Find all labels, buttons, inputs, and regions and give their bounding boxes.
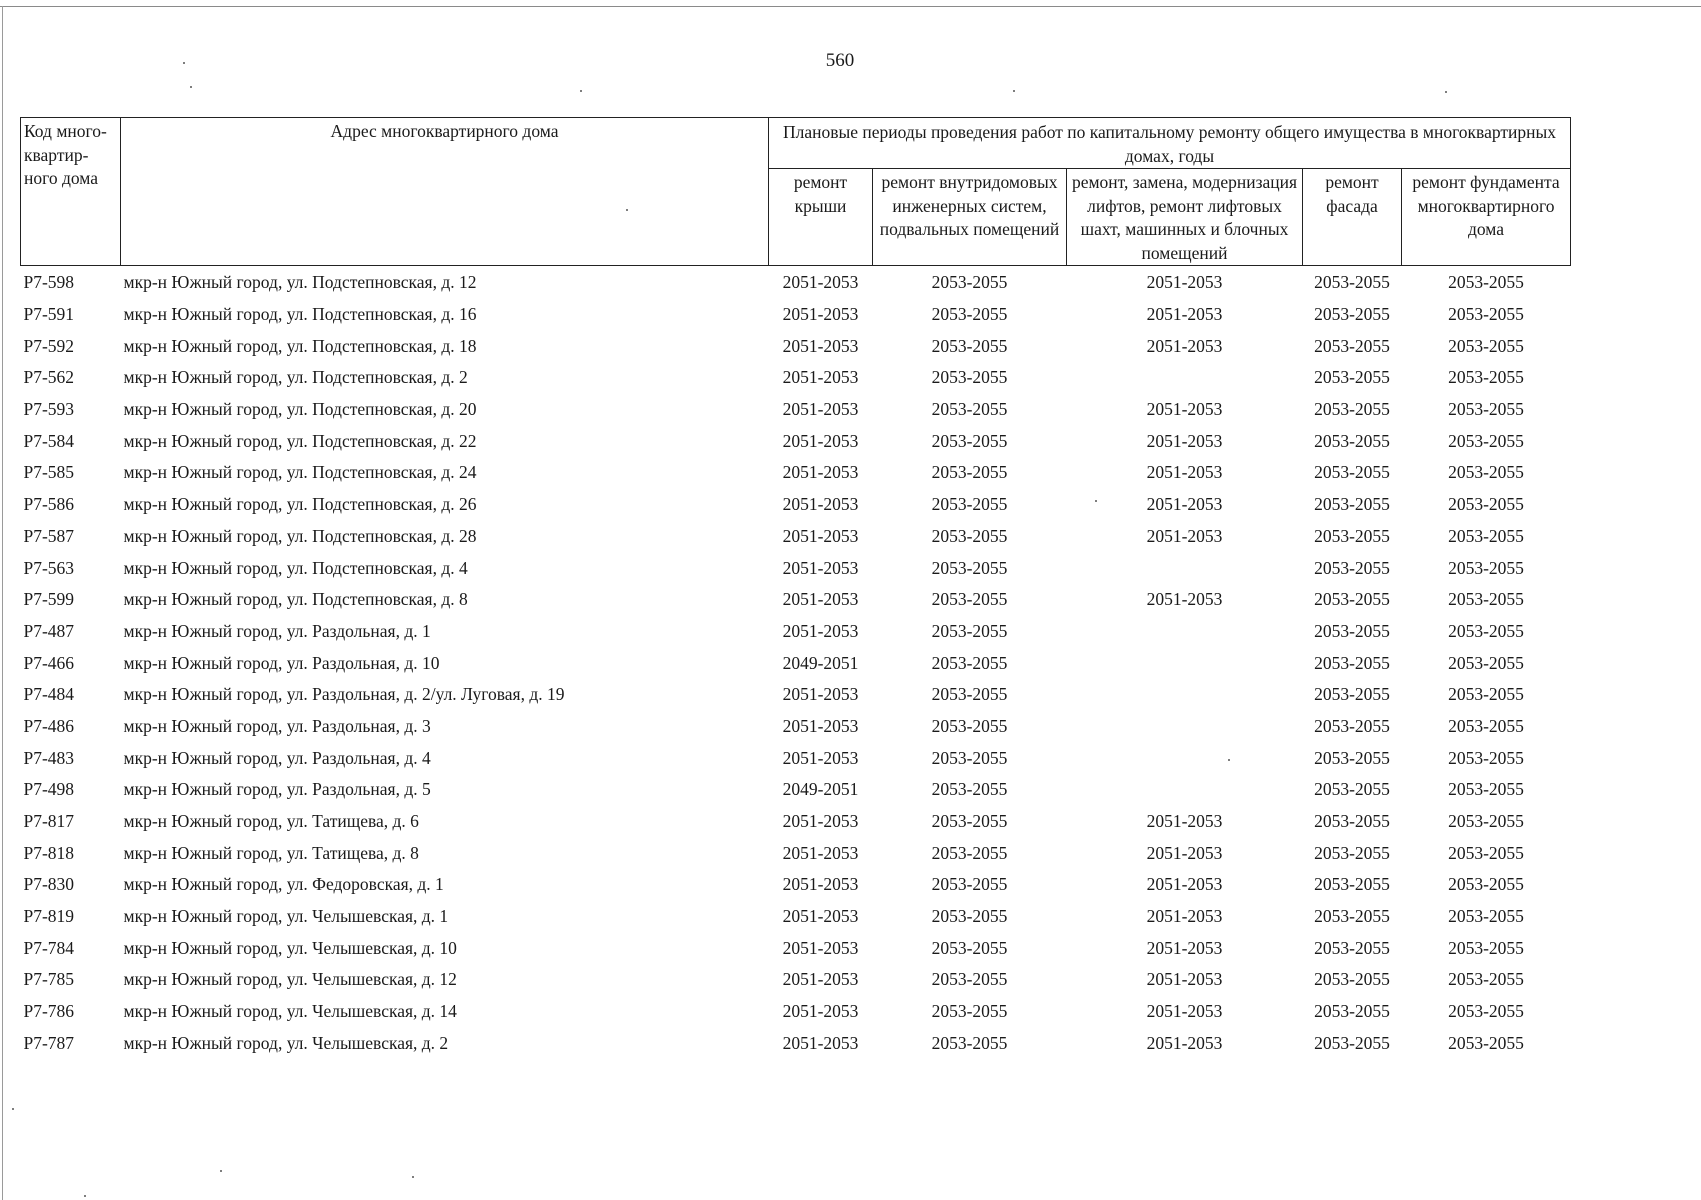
cell-address: мкр-н Южный город, ул. Челышевская, д. 1 [123, 906, 449, 927]
cell-code: Р7-585 [23, 462, 75, 483]
cell-facade: 2053-2055 [1314, 811, 1390, 832]
cell-code: Р7-817 [23, 811, 75, 832]
table-body [21, 266, 1571, 1060]
cell-code: Р7-786 [23, 1001, 75, 1022]
cell-roof: 2051-2053 [782, 462, 859, 483]
cell-facade: 2053-2055 [1314, 367, 1390, 388]
cell-elevators: 2051-2053 [1146, 494, 1223, 515]
table-row [21, 425, 1571, 457]
cell-engineering: 2053-2055 [931, 811, 1008, 832]
cell-facade: 2053-2055 [1314, 589, 1390, 610]
cell-address: мкр-н Южный город, ул. Раздольная, д. 3 [123, 715, 431, 736]
cell-foundation: 2053-2055 [1448, 620, 1524, 641]
cell-elevators [1067, 362, 1303, 394]
table-row [21, 837, 1571, 869]
cell-code: Р7-787 [23, 1032, 75, 1053]
cell-elevators: 2051-2053 [1146, 589, 1223, 610]
cell-foundation: 2053-2055 [1448, 367, 1524, 388]
scan-speck [1445, 91, 1447, 93]
cell-facade: 2053-2055 [1314, 1032, 1390, 1053]
cell-code: Р7-562 [23, 367, 75, 388]
table-row [21, 616, 1571, 648]
cell-engineering: 2053-2055 [931, 747, 1008, 768]
table-header [21, 118, 1571, 266]
cell-address: мкр-н Южный город, ул. Челышевская, д. 12 [123, 969, 457, 990]
cell-roof: 2051-2053 [782, 620, 859, 641]
cell-roof: 2051-2053 [782, 906, 859, 927]
cell-elevators [1067, 774, 1303, 806]
header-roof: ремонт крыши [769, 169, 873, 266]
cell-code: Р7-591 [23, 304, 75, 325]
cell-facade: 2053-2055 [1314, 906, 1390, 927]
cell-roof: 2051-2053 [782, 525, 859, 546]
cell-roof: 2051-2053 [782, 367, 859, 388]
cell-engineering: 2053-2055 [931, 1001, 1008, 1022]
cell-elevators: 2051-2053 [1146, 335, 1223, 356]
cell-address: мкр-н Южный город, ул. Раздольная, д. 10 [123, 652, 440, 673]
cell-roof: 2051-2053 [782, 399, 859, 420]
cell-address: мкр-н Южный город, ул. Челышевская, д. 14 [123, 1001, 457, 1022]
cell-elevators: 2051-2053 [1146, 937, 1223, 958]
cell-engineering: 2053-2055 [931, 462, 1008, 483]
cell-elevators [1067, 742, 1303, 774]
cell-facade: 2053-2055 [1314, 525, 1390, 546]
cell-facade: 2053-2055 [1314, 462, 1390, 483]
cell-engineering: 2053-2055 [931, 715, 1008, 736]
cell-facade: 2053-2055 [1314, 842, 1390, 863]
table-row [21, 552, 1571, 584]
scan-speck [580, 90, 582, 92]
cell-foundation: 2053-2055 [1448, 842, 1524, 863]
cell-elevators: 2051-2053 [1146, 304, 1223, 325]
cell-roof: 2051-2053 [782, 874, 859, 895]
cell-roof: 2051-2053 [782, 430, 859, 451]
cell-roof: 2051-2053 [782, 494, 859, 515]
cell-code: Р7-586 [23, 494, 75, 515]
cell-foundation: 2053-2055 [1448, 589, 1524, 610]
table-row [21, 742, 1571, 774]
cell-facade: 2053-2055 [1314, 652, 1390, 673]
cell-elevators: 2051-2053 [1146, 811, 1223, 832]
cell-facade: 2053-2055 [1314, 620, 1390, 641]
cell-address: мкр-н Южный город, ул. Подстепновская, д. 28 [123, 525, 477, 546]
cell-code: Р7-487 [23, 620, 75, 641]
cell-roof: 2051-2053 [782, 969, 859, 990]
cell-facade: 2053-2055 [1314, 557, 1390, 578]
cell-foundation: 2053-2055 [1448, 969, 1524, 990]
cell-elevators: 2051-2053 [1146, 462, 1223, 483]
cell-engineering: 2053-2055 [931, 272, 1008, 293]
header-foundation: ремонт фундамента многоквартирного дома [1402, 169, 1571, 266]
cell-roof: 2051-2053 [782, 811, 859, 832]
table-row [21, 489, 1571, 521]
cell-code: Р7-466 [23, 652, 75, 673]
cell-foundation: 2053-2055 [1448, 525, 1524, 546]
cell-code: Р7-486 [23, 715, 75, 736]
capital-repair-schedule-table [20, 117, 1571, 1059]
cell-roof: 2051-2053 [782, 937, 859, 958]
cell-address: мкр-н Южный город, ул. Раздольная, д. 4 [123, 747, 431, 768]
table-row [21, 869, 1571, 901]
table-row [21, 901, 1571, 933]
table-row [21, 679, 1571, 711]
table-row [21, 996, 1571, 1028]
cell-elevators: 2051-2053 [1146, 525, 1223, 546]
cell-address: мкр-н Южный город, ул. Подстепновская, д. 22 [123, 430, 477, 451]
cell-engineering: 2053-2055 [931, 304, 1008, 325]
cell-roof: 2051-2053 [782, 272, 859, 293]
cell-facade: 2053-2055 [1314, 715, 1390, 736]
table-row [21, 521, 1571, 553]
cell-engineering: 2053-2055 [931, 525, 1008, 546]
cell-facade: 2053-2055 [1314, 969, 1390, 990]
cell-facade: 2053-2055 [1314, 494, 1390, 515]
cell-address: мкр-н Южный город, ул. Челышевская, д. 10 [123, 937, 457, 958]
cell-foundation: 2053-2055 [1448, 304, 1524, 325]
cell-elevators: 2051-2053 [1146, 399, 1223, 420]
page-number: 560 [825, 50, 855, 71]
scan-speck [1095, 500, 1097, 502]
cell-engineering: 2053-2055 [931, 589, 1008, 610]
table-row [21, 457, 1571, 489]
cell-elevators: 2051-2053 [1146, 272, 1223, 293]
cell-code: Р7-785 [23, 969, 75, 990]
table-row [21, 266, 1571, 299]
cell-address: мкр-н Южный город, ул. Раздольная, д. 5 [123, 779, 431, 800]
cell-facade: 2053-2055 [1314, 430, 1390, 451]
table-row [21, 299, 1571, 331]
cell-code: Р7-818 [23, 842, 75, 863]
header-address: Адрес многоквартирного дома [121, 118, 769, 266]
cell-address: мкр-н Южный город, ул. Подстепновская, д. 8 [123, 589, 468, 610]
cell-engineering: 2053-2055 [931, 684, 1008, 705]
cell-engineering: 2053-2055 [931, 399, 1008, 420]
cell-address: мкр-н Южный город, ул. Подстепновская, д. 16 [123, 304, 477, 325]
cell-facade: 2053-2055 [1314, 937, 1390, 958]
cell-foundation: 2053-2055 [1448, 906, 1524, 927]
table-row [21, 932, 1571, 964]
table-row [21, 806, 1571, 838]
cell-address: мкр-н Южный город, ул. Федоровская, д. 1 [123, 874, 444, 895]
cell-engineering: 2053-2055 [931, 620, 1008, 641]
table-row [21, 774, 1571, 806]
cell-engineering: 2053-2055 [931, 430, 1008, 451]
cell-elevators [1067, 616, 1303, 648]
cell-elevators: 2051-2053 [1146, 430, 1223, 451]
cell-elevators [1067, 647, 1303, 679]
cell-foundation: 2053-2055 [1448, 557, 1524, 578]
cell-elevators: 2051-2053 [1146, 1032, 1223, 1053]
cell-engineering: 2053-2055 [931, 779, 1008, 800]
table-row [21, 584, 1571, 616]
cell-address: мкр-н Южный город, ул. Подстепновская, д. 2 [123, 367, 468, 388]
cell-address: мкр-н Южный город, ул. Подстепновская, д. 4 [123, 557, 468, 578]
cell-code: Р7-599 [23, 589, 75, 610]
cell-foundation: 2053-2055 [1448, 874, 1524, 895]
cell-foundation: 2053-2055 [1448, 399, 1524, 420]
scan-edge-left [0, 6, 3, 1200]
cell-code: Р7-498 [23, 779, 75, 800]
cell-code: Р7-593 [23, 399, 75, 420]
cell-foundation: 2053-2055 [1448, 1001, 1524, 1022]
cell-address: мкр-н Южный город, ул. Подстепновская, д. 18 [123, 335, 477, 356]
cell-code: Р7-830 [23, 874, 75, 895]
cell-foundation: 2053-2055 [1448, 335, 1524, 356]
scan-speck [12, 1108, 14, 1110]
cell-roof: 2049-2051 [782, 779, 859, 800]
cell-roof: 2051-2053 [782, 335, 859, 356]
cell-code: Р7-484 [23, 684, 75, 705]
cell-foundation: 2053-2055 [1448, 811, 1524, 832]
cell-roof: 2051-2053 [782, 1032, 859, 1053]
header-engineering: ремонт внутридомовых инженерных систем, подвальных помещений [873, 169, 1067, 266]
scan-edge-top [0, 0, 1701, 7]
cell-elevators: 2051-2053 [1146, 874, 1223, 895]
cell-facade: 2053-2055 [1314, 874, 1390, 895]
cell-address: мкр-н Южный город, ул. Раздольная, д. 2/ул. Луговая, д. 19 [123, 684, 565, 705]
cell-engineering: 2053-2055 [931, 1032, 1008, 1053]
cell-code: Р7-587 [23, 525, 75, 546]
cell-elevators: 2051-2053 [1146, 969, 1223, 990]
table-row [21, 1028, 1571, 1060]
cell-code: Р7-483 [23, 747, 75, 768]
cell-engineering: 2053-2055 [931, 906, 1008, 927]
cell-roof: 2051-2053 [782, 715, 859, 736]
cell-facade: 2053-2055 [1314, 747, 1390, 768]
cell-foundation: 2053-2055 [1448, 684, 1524, 705]
cell-engineering: 2053-2055 [931, 494, 1008, 515]
cell-elevators [1067, 711, 1303, 743]
table-row [21, 394, 1571, 426]
cell-roof: 2051-2053 [782, 589, 859, 610]
scan-speck [84, 1195, 86, 1197]
cell-engineering: 2053-2055 [931, 557, 1008, 578]
cell-elevators [1067, 679, 1303, 711]
cell-facade: 2053-2055 [1314, 304, 1390, 325]
cell-code: Р7-592 [23, 335, 75, 356]
scan-speck [183, 62, 185, 64]
cell-elevators [1067, 552, 1303, 584]
cell-foundation: 2053-2055 [1448, 747, 1524, 768]
cell-engineering: 2053-2055 [931, 842, 1008, 863]
cell-engineering: 2053-2055 [931, 652, 1008, 673]
table-row [21, 362, 1571, 394]
scan-speck [1228, 759, 1230, 761]
cell-roof: 2051-2053 [782, 747, 859, 768]
cell-facade: 2053-2055 [1314, 272, 1390, 293]
scan-speck [1013, 90, 1015, 92]
table-row [21, 647, 1571, 679]
cell-foundation: 2053-2055 [1448, 652, 1524, 673]
cell-engineering: 2053-2055 [931, 969, 1008, 990]
cell-code: Р7-819 [23, 906, 75, 927]
header-periods-group: Плановые периоды проведения работ по капитальному ремонту общего имущества в многоквартирных домах, годы [769, 118, 1571, 169]
cell-code: Р7-563 [23, 557, 75, 578]
cell-code: Р7-784 [23, 937, 75, 958]
cell-roof: 2051-2053 [782, 842, 859, 863]
cell-facade: 2053-2055 [1314, 779, 1390, 800]
cell-foundation: 2053-2055 [1448, 715, 1524, 736]
cell-foundation: 2053-2055 [1448, 937, 1524, 958]
cell-address: мкр-н Южный город, ул. Раздольная, д. 1 [123, 620, 431, 641]
scan-speck [220, 1170, 222, 1172]
cell-engineering: 2053-2055 [931, 367, 1008, 388]
cell-foundation: 2053-2055 [1448, 494, 1524, 515]
cell-address: мкр-н Южный город, ул. Челышевская, д. 2 [123, 1032, 449, 1053]
cell-engineering: 2053-2055 [931, 937, 1008, 958]
cell-roof: 2051-2053 [782, 684, 859, 705]
cell-engineering: 2053-2055 [931, 335, 1008, 356]
cell-address: мкр-н Южный город, ул. Подстепновская, д. 20 [123, 399, 477, 420]
cell-elevators: 2051-2053 [1146, 842, 1223, 863]
cell-roof: 2051-2053 [782, 557, 859, 578]
cell-address: мкр-н Южный город, ул. Подстепновская, д. 12 [123, 272, 477, 293]
scan-speck [190, 86, 192, 88]
cell-facade: 2053-2055 [1314, 399, 1390, 420]
cell-foundation: 2053-2055 [1448, 462, 1524, 483]
header-elevators: ремонт, замена, модернизация лифтов, ремонт лифтовых шахт, машинных и блочных помещений [1067, 169, 1303, 266]
cell-foundation: 2053-2055 [1448, 430, 1524, 451]
cell-elevators: 2051-2053 [1146, 1001, 1223, 1022]
cell-code: Р7-598 [23, 272, 75, 293]
table-row [21, 711, 1571, 743]
cell-address: мкр-н Южный город, ул. Татищева, д. 8 [123, 842, 419, 863]
cell-facade: 2053-2055 [1314, 1001, 1390, 1022]
table-row [21, 330, 1571, 362]
cell-engineering: 2053-2055 [931, 874, 1008, 895]
cell-roof: 2051-2053 [782, 1001, 859, 1022]
cell-roof: 2049-2051 [782, 652, 859, 673]
cell-code: Р7-584 [23, 430, 75, 451]
scan-speck [412, 1176, 414, 1178]
cell-address: мкр-н Южный город, ул. Подстепновская, д. 26 [123, 494, 477, 515]
header-facade: ремонт фасада [1303, 169, 1402, 266]
cell-facade: 2053-2055 [1314, 335, 1390, 356]
cell-address: мкр-н Южный город, ул. Татищева, д. 6 [123, 811, 419, 832]
cell-foundation: 2053-2055 [1448, 272, 1524, 293]
cell-foundation: 2053-2055 [1448, 1032, 1524, 1053]
table-row [21, 964, 1571, 996]
cell-address: мкр-н Южный город, ул. Подстепновская, д. 24 [123, 462, 477, 483]
header-code: Код много-квартир-ного дома [21, 118, 121, 266]
cell-foundation: 2053-2055 [1448, 779, 1524, 800]
scan-speck [626, 209, 628, 211]
cell-roof: 2051-2053 [782, 304, 859, 325]
cell-facade: 2053-2055 [1314, 684, 1390, 705]
cell-elevators: 2051-2053 [1146, 906, 1223, 927]
